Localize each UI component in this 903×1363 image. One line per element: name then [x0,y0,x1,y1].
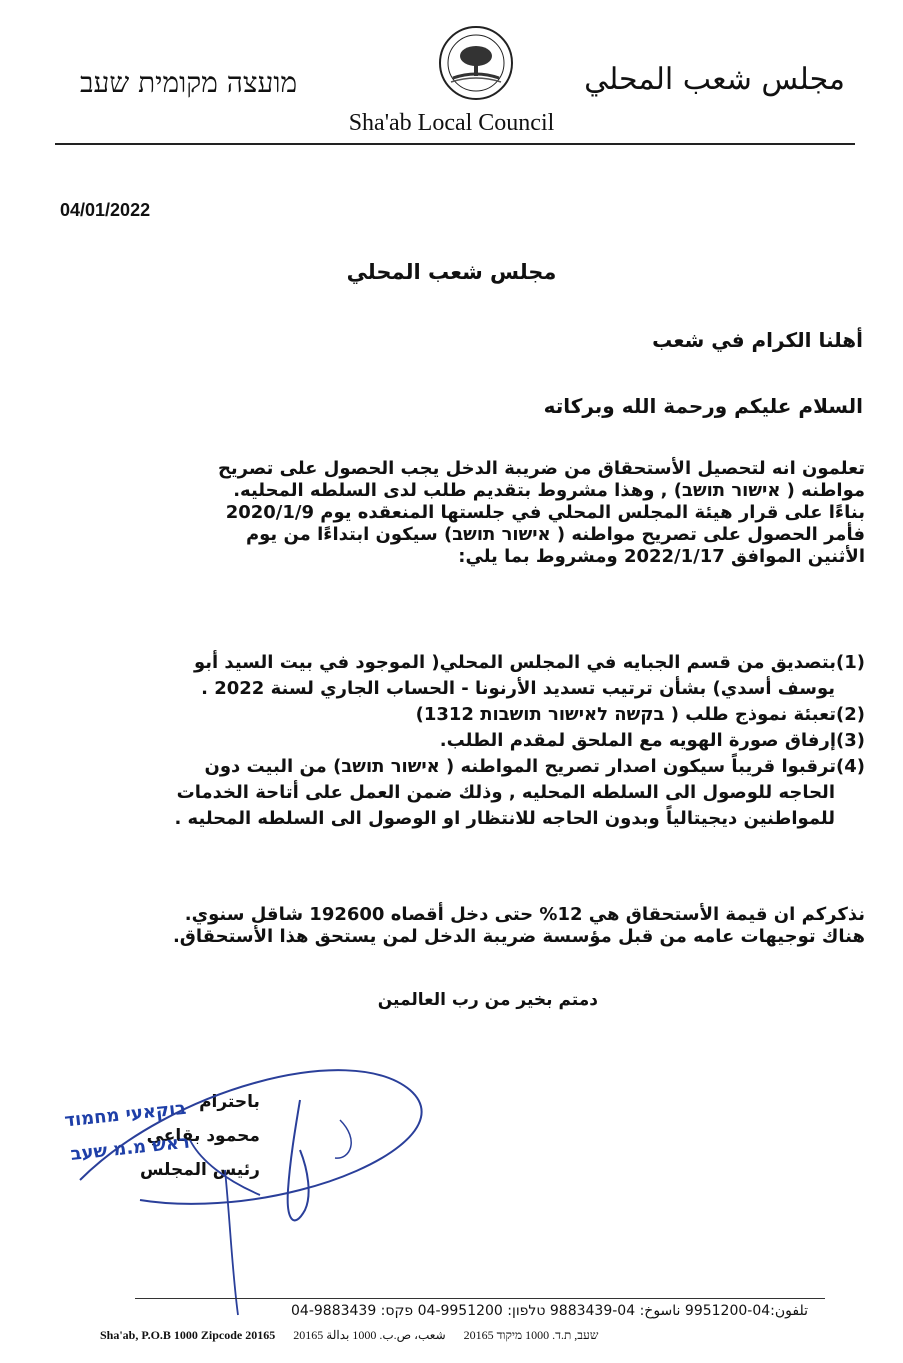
signature-name: محمود بقاعي [146,1126,260,1146]
list-item: للمواطنين ديجيتالياً وبدون الحاجه للانتظار او الوصول الى السلطه المحليه . [174,808,835,829]
letterhead-hebrew-name: מועצה מקומית שעב [80,66,298,99]
letter-date: 04/01/2022 [60,200,151,220]
stamp-line-1: בוקאעי מחמוד [63,1097,188,1132]
footer-addresses [100,1328,598,1343]
paragraph-line: نذكركم ان قيمة الأستحقاق هي 12% حتى دخل أقصاه 192600 شاقل سنوي. [184,904,865,925]
signature-respect: باحترام [199,1092,260,1112]
list-item: (2)تعبئة نموذج طلب ( בקשה לאישור תושבות 1312) [415,704,865,725]
paragraph-line: هناك توجيهات عامه من قبل مؤسسة ضريبة الدخل لمن يستحق هذا الأستحقاق. [172,926,865,947]
paragraph-line: مواطنه ( אישור תושב) , وهذا مشروط بتقديم طلب لدى السلطه المحليه. [233,480,865,501]
conditions-list [65,652,865,834]
intro-paragraph [65,458,865,568]
list-item: (4)ترقبوا قريباً سيكون اصدار تصريح المواطنه ( אישור תושב) من البيت دون [204,756,865,777]
stamp-line-2: ראש מ.מ שעב [69,1131,191,1165]
paragraph-line: فأمر الحصول على تصريح مواطنه ( אישור תושב) سيكون ابتداءًا من يوم [245,524,865,545]
footer-divider [135,1298,825,1299]
entitlement-paragraph [65,904,865,948]
footer-address-ar: شعب، ص.ب. 1000 بدالة 20165 [293,1328,446,1342]
footer-phones: تلفون:04-9951200 ناسوخ: 04-9883439 טלפון: 04-9951200 פקס: 04-9883439 [291,1303,808,1319]
footer-address-en: Sha'ab, P.O.B 1000 Zipcode 20165 [100,1328,276,1342]
greeting-line-2: السلام عليكم ورحمة الله وبركاته [543,394,863,418]
council-logo-emblem [437,24,515,102]
paragraph-line: تعلمون انه لتحصيل الأستحقاق من ضريبة الدخل يجب الحصول على تصريح [217,458,865,479]
list-item: (1)بتصديق من قسم الجبايه في المجلس المحلي( الموجود في بيت السيد أبو [193,652,865,673]
letterhead-arabic-name: مجلس شعب المحلي [584,62,845,97]
footer-address-he: שעב, ת.ד. 1000 מיקוד 20165 [463,1328,599,1342]
handwritten-signature [50,1030,490,1320]
signature-title: رئيس المجلس [140,1160,260,1180]
letterhead-divider [55,143,855,145]
list-item: الحاجه للوصول الى السلطه المحليه , وذلك ضمن العمل على أتاحة الخدمات [176,782,835,803]
list-item: (3)إرفاق صورة الهويه مع الملحق لمقدم الطلب. [439,730,865,751]
letterhead-english-name: Sha'ab Local Council [348,110,555,136]
paragraph-line: بناءًا على قرار هيئة المجلس المحلي في جلستها المنعقده يوم 2020/1/9 [225,502,865,523]
list-item: يوسف أسدي) بشأن ترتيب تسديد الأرنونا - الحساب الجاري لسنة 2022 . [201,678,835,699]
greeting-line-1: أهلنا الكرام في شعب [652,328,863,352]
closing-line: دمتم بخير من رب العالمين [377,990,598,1010]
paragraph-line: الأثنين الموافق 2022/1/17 ومشروط بما يلي: [458,546,865,567]
council-title: مجلس شعب المحلي [346,260,557,284]
